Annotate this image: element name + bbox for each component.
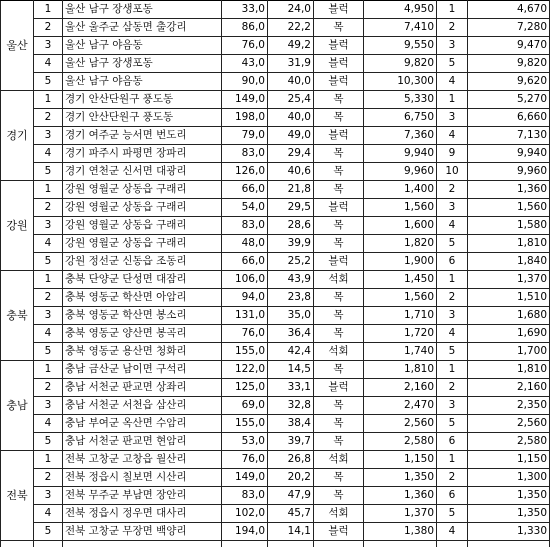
- cell-area: 86,0: [222, 19, 268, 37]
- cell-no: 3: [34, 217, 63, 235]
- cell-address: 경기 연천군 신서면 대광리: [63, 163, 222, 181]
- table-row: [1, 487, 550, 505]
- cell-structure: 목: [314, 289, 364, 307]
- cell-address: 경기 여주군 능서면 번도리: [63, 127, 222, 145]
- cell-area: 53,0: [222, 433, 268, 451]
- table-row: [1, 325, 550, 343]
- cell-structure: 목: [314, 19, 364, 37]
- empty-cell: [314, 541, 364, 547]
- cell-rank: 6: [437, 253, 468, 271]
- table-row: [1, 469, 550, 487]
- cell-ratio: 29,4: [268, 145, 314, 163]
- cell-final-price: 2,560: [468, 415, 550, 433]
- cell-structure: 목: [314, 181, 364, 199]
- table-row: [1, 163, 550, 181]
- cell-no: 5: [34, 343, 63, 361]
- cell-ratio: 40,0: [268, 73, 314, 91]
- cell-ratio: 33,1: [268, 379, 314, 397]
- cell-structure: 블럭: [314, 253, 364, 271]
- cell-address: 경기 안산단원구 풍도동: [63, 109, 222, 127]
- cell-no: 5: [34, 73, 63, 91]
- cell-ratio: 49,2: [268, 37, 314, 55]
- cell-price: 9,940: [364, 145, 437, 163]
- cell-address: 전북 정읍시 칠보면 시산리: [63, 469, 222, 487]
- cell-final-price: 2,580: [468, 433, 550, 451]
- cell-ratio: 25,4: [268, 91, 314, 109]
- cell-ratio: 21,8: [268, 181, 314, 199]
- cell-rank: 1: [437, 271, 468, 289]
- cell-area: 43,0: [222, 55, 268, 73]
- cell-no: 4: [34, 145, 63, 163]
- cell-no: 3: [34, 397, 63, 415]
- cell-ratio: 26,8: [268, 451, 314, 469]
- cell-rank: 2: [437, 379, 468, 397]
- cell-final-price: 1,580: [468, 217, 550, 235]
- cell-area: 155,0: [222, 415, 268, 433]
- cell-final-price: 4,670: [468, 1, 550, 19]
- cell-address: 전북 고창군 무장면 백양리: [63, 523, 222, 541]
- cell-address: 울산 남구 장생포동: [63, 55, 222, 73]
- table-row: [1, 181, 550, 199]
- cell-rank: 1: [437, 91, 468, 109]
- cell-area: 102,0: [222, 505, 268, 523]
- cell-no: 3: [34, 307, 63, 325]
- cell-ratio: 31,9: [268, 55, 314, 73]
- cell-no: 4: [34, 415, 63, 433]
- cell-area: 126,0: [222, 163, 268, 181]
- cell-rank: 4: [437, 325, 468, 343]
- cell-rank: 3: [437, 397, 468, 415]
- table-row: [1, 109, 550, 127]
- cell-price: 1,350: [364, 469, 437, 487]
- cell-ratio: 40,6: [268, 163, 314, 181]
- cell-area: 66,0: [222, 253, 268, 271]
- cell-structure: 목: [314, 307, 364, 325]
- cell-ratio: 40,0: [268, 109, 314, 127]
- cell-rank: 10: [437, 163, 468, 181]
- cell-area: 76,0: [222, 325, 268, 343]
- cell-rank: 2: [437, 289, 468, 307]
- table-row: [1, 271, 550, 289]
- cell-final-price: 1,370: [468, 271, 550, 289]
- cell-price: 2,470: [364, 397, 437, 415]
- cell-structure: 블럭: [314, 37, 364, 55]
- cell-price: 10,300: [364, 73, 437, 91]
- cell-address: 충남 서천군 판교면 상좌리: [63, 379, 222, 397]
- cell-area: 198,0: [222, 109, 268, 127]
- cell-ratio: 36,4: [268, 325, 314, 343]
- cell-no: 2: [34, 109, 63, 127]
- table-row: [1, 451, 550, 469]
- table-row-partial: [1, 541, 550, 547]
- cell-final-price: 7,280: [468, 19, 550, 37]
- cell-final-price: 9,470: [468, 37, 550, 55]
- empty-cell: [437, 541, 468, 547]
- cell-address: 강원 정선군 신동읍 조동리: [63, 253, 222, 271]
- table-row: [1, 145, 550, 163]
- cell-final-price: 1,810: [468, 235, 550, 253]
- cell-final-price: 9,620: [468, 73, 550, 91]
- cell-no: 2: [34, 19, 63, 37]
- region-label: 경기: [1, 91, 34, 181]
- cell-rank: 3: [437, 37, 468, 55]
- cell-rank: 6: [437, 433, 468, 451]
- cell-structure: 블럭: [314, 127, 364, 145]
- cell-final-price: 1,560: [468, 199, 550, 217]
- cell-price: 2,580: [364, 433, 437, 451]
- cell-no: 3: [34, 487, 63, 505]
- cell-area: 131,0: [222, 307, 268, 325]
- table-row: [1, 1, 550, 19]
- empty-cell: [268, 541, 314, 547]
- cell-final-price: 1,840: [468, 253, 550, 271]
- cell-structure: 목: [314, 415, 364, 433]
- cell-price: 1,150: [364, 451, 437, 469]
- cell-rank: 4: [437, 217, 468, 235]
- cell-address: 강원 영월군 상동읍 구래리: [63, 235, 222, 253]
- table-row: [1, 91, 550, 109]
- cell-final-price: 2,160: [468, 379, 550, 397]
- cell-ratio: 43,9: [268, 271, 314, 289]
- cell-structure: 목: [314, 325, 364, 343]
- cell-area: 122,0: [222, 361, 268, 379]
- cell-structure: 석회: [314, 343, 364, 361]
- table-row: [1, 235, 550, 253]
- cell-price: 1,720: [364, 325, 437, 343]
- cell-no: 3: [34, 37, 63, 55]
- cell-final-price: 1,810: [468, 361, 550, 379]
- cell-price: 6,750: [364, 109, 437, 127]
- cell-area: 83,0: [222, 145, 268, 163]
- cell-no: 5: [34, 523, 63, 541]
- table-row: [1, 505, 550, 523]
- cell-address: 전북 정읍시 정우면 대사리: [63, 505, 222, 523]
- cell-ratio: 14,5: [268, 361, 314, 379]
- cell-ratio: 42,4: [268, 343, 314, 361]
- table-body: [1, 1, 550, 547]
- cell-address: 충북 영동군 학산면 봉소리: [63, 307, 222, 325]
- cell-rank: 5: [437, 55, 468, 73]
- cell-ratio: 22,2: [268, 19, 314, 37]
- cell-price: 2,560: [364, 415, 437, 433]
- cell-area: 106,0: [222, 271, 268, 289]
- cell-rank: 2: [437, 181, 468, 199]
- cell-address: 강원 영월군 상동읍 구래리: [63, 199, 222, 217]
- cell-address: 울산 남구 야음동: [63, 37, 222, 55]
- cell-area: 83,0: [222, 487, 268, 505]
- table-row: [1, 523, 550, 541]
- cell-rank: 2: [437, 19, 468, 37]
- cell-price: 4,950: [364, 1, 437, 19]
- cell-price: 1,560: [364, 199, 437, 217]
- cell-ratio: 24,0: [268, 1, 314, 19]
- cell-price: 9,550: [364, 37, 437, 55]
- table-row: [1, 307, 550, 325]
- cell-area: 90,0: [222, 73, 268, 91]
- cell-address: 충남 금산군 남이면 구석리: [63, 361, 222, 379]
- cell-no: 2: [34, 289, 63, 307]
- cell-price: 1,360: [364, 487, 437, 505]
- cell-rank: 1: [437, 361, 468, 379]
- region-label: 전북: [1, 451, 34, 541]
- cell-structure: 블럭: [314, 379, 364, 397]
- cell-structure: 목: [314, 235, 364, 253]
- cell-address: 경기 파주시 파평면 장파리: [63, 145, 222, 163]
- cell-price: 1,370: [364, 505, 437, 523]
- cell-address: 강원 영월군 상동읍 구래리: [63, 217, 222, 235]
- cell-address: 충북 영동군 양산면 봉곡리: [63, 325, 222, 343]
- cell-final-price: 9,820: [468, 55, 550, 73]
- cell-ratio: 45,7: [268, 505, 314, 523]
- cell-no: 1: [34, 181, 63, 199]
- cell-final-price: 1,300: [468, 469, 550, 487]
- cell-final-price: 9,940: [468, 145, 550, 163]
- cell-ratio: 47,9: [268, 487, 314, 505]
- cell-rank: 5: [437, 235, 468, 253]
- cell-structure: 목: [314, 433, 364, 451]
- cell-address: 울산 울주군 삼동면 출강리: [63, 19, 222, 37]
- cell-structure: 블럭: [314, 199, 364, 217]
- cell-final-price: 2,350: [468, 397, 550, 415]
- cell-no: 4: [34, 505, 63, 523]
- table-row: [1, 37, 550, 55]
- region-label: 충북: [1, 271, 34, 361]
- cell-final-price: 1,510: [468, 289, 550, 307]
- cell-final-price: 1,330: [468, 523, 550, 541]
- table-row: [1, 199, 550, 217]
- cell-rank: 2: [437, 469, 468, 487]
- cell-rank: 6: [437, 487, 468, 505]
- cell-price: 1,560: [364, 289, 437, 307]
- cell-rank: 5: [437, 505, 468, 523]
- cell-ratio: 28,6: [268, 217, 314, 235]
- cell-structure: 목: [314, 469, 364, 487]
- cell-address: 강원 영월군 상동읍 구래리: [63, 181, 222, 199]
- cell-no: 1: [34, 91, 63, 109]
- cell-no: 1: [34, 1, 63, 19]
- cell-ratio: 38,4: [268, 415, 314, 433]
- empty-cell: [364, 541, 437, 547]
- cell-no: 3: [34, 127, 63, 145]
- cell-final-price: 9,960: [468, 163, 550, 181]
- cell-structure: 석회: [314, 505, 364, 523]
- cell-no: 1: [34, 451, 63, 469]
- cell-rank: 4: [437, 73, 468, 91]
- table-row: [1, 73, 550, 91]
- cell-area: 76,0: [222, 451, 268, 469]
- cell-address: 충남 부여군 옥산면 수암리: [63, 415, 222, 433]
- cell-structure: 블럭: [314, 73, 364, 91]
- cell-structure: 목: [314, 217, 364, 235]
- cell-no: 5: [34, 253, 63, 271]
- cell-ratio: 29,5: [268, 199, 314, 217]
- cell-structure: 석회: [314, 451, 364, 469]
- empty-cell: [63, 541, 222, 547]
- cell-structure: 목: [314, 109, 364, 127]
- cell-structure: 석회: [314, 271, 364, 289]
- region-label: 울산: [1, 1, 34, 91]
- empty-cell: [34, 541, 63, 547]
- cell-no: 4: [34, 55, 63, 73]
- cell-rank: 5: [437, 415, 468, 433]
- cell-final-price: 1,690: [468, 325, 550, 343]
- cell-structure: 목: [314, 163, 364, 181]
- table-row: [1, 127, 550, 145]
- cell-address: 경기 안산단원구 풍도동: [63, 91, 222, 109]
- cell-no: 2: [34, 199, 63, 217]
- cell-area: 76,0: [222, 37, 268, 55]
- cell-final-price: 1,350: [468, 505, 550, 523]
- cell-no: 1: [34, 361, 63, 379]
- cell-final-price: 1,680: [468, 307, 550, 325]
- cell-address: 울산 남구 야음동: [63, 73, 222, 91]
- cell-final-price: 7,130: [468, 127, 550, 145]
- cell-no: 1: [34, 271, 63, 289]
- cell-rank: 3: [437, 199, 468, 217]
- cell-address: 전북 고창군 고창읍 월산리: [63, 451, 222, 469]
- cell-ratio: 14,1: [268, 523, 314, 541]
- cell-area: 66,0: [222, 181, 268, 199]
- cell-structure: 블럭: [314, 55, 364, 73]
- cell-area: 155,0: [222, 343, 268, 361]
- cell-ratio: 32,8: [268, 397, 314, 415]
- cell-address: 충남 서천군 서천읍 삼산리: [63, 397, 222, 415]
- cell-area: 48,0: [222, 235, 268, 253]
- cell-no: 2: [34, 379, 63, 397]
- cell-area: 83,0: [222, 217, 268, 235]
- cell-price: 2,160: [364, 379, 437, 397]
- cell-rank: 4: [437, 523, 468, 541]
- table-row: [1, 379, 550, 397]
- cell-ratio: 39,7: [268, 433, 314, 451]
- cell-final-price: 1,350: [468, 487, 550, 505]
- cell-structure: 블럭: [314, 1, 364, 19]
- cell-final-price: 1,150: [468, 451, 550, 469]
- cell-ratio: 35,0: [268, 307, 314, 325]
- table-row: [1, 253, 550, 271]
- cell-price: 1,710: [364, 307, 437, 325]
- table-row: [1, 415, 550, 433]
- cell-price: 1,400: [364, 181, 437, 199]
- region-label: 충남: [1, 361, 34, 451]
- cell-area: 194,0: [222, 523, 268, 541]
- cell-no: 5: [34, 163, 63, 181]
- cell-address: 충북 영동군 학산면 아암리: [63, 289, 222, 307]
- cell-final-price: 1,360: [468, 181, 550, 199]
- cell-area: 149,0: [222, 91, 268, 109]
- cell-area: 69,0: [222, 397, 268, 415]
- cell-structure: 목: [314, 145, 364, 163]
- cell-ratio: 39,9: [268, 235, 314, 253]
- cell-address: 충북 영동군 용산면 청화리: [63, 343, 222, 361]
- cell-rank: 5: [437, 343, 468, 361]
- cell-final-price: 5,270: [468, 91, 550, 109]
- cell-no: 5: [34, 433, 63, 451]
- cell-address: 충북 단양군 단성면 대잠리: [63, 271, 222, 289]
- table-row: [1, 217, 550, 235]
- cell-price: 1,740: [364, 343, 437, 361]
- cell-final-price: 6,660: [468, 109, 550, 127]
- cell-ratio: 49,0: [268, 127, 314, 145]
- cell-price: 1,810: [364, 361, 437, 379]
- cell-price: 9,960: [364, 163, 437, 181]
- cell-structure: 목: [314, 361, 364, 379]
- cell-price: 5,330: [364, 91, 437, 109]
- cell-area: 33,0: [222, 1, 268, 19]
- table-row: [1, 343, 550, 361]
- cell-final-price: 1,700: [468, 343, 550, 361]
- table-row: [1, 19, 550, 37]
- cell-structure: 목: [314, 397, 364, 415]
- cell-no: 2: [34, 469, 63, 487]
- cell-price: 1,450: [364, 271, 437, 289]
- cell-rank: 1: [437, 451, 468, 469]
- empty-cell: [468, 541, 550, 547]
- cell-structure: 블럭: [314, 523, 364, 541]
- cell-address: 전북 무주군 부남면 장안리: [63, 487, 222, 505]
- cell-rank: 3: [437, 109, 468, 127]
- cell-area: 149,0: [222, 469, 268, 487]
- cell-price: 1,380: [364, 523, 437, 541]
- table-row: [1, 361, 550, 379]
- cell-rank: 3: [437, 307, 468, 325]
- table-row: [1, 433, 550, 451]
- cell-address: 충남 서천군 판교면 현암리: [63, 433, 222, 451]
- cell-price: 1,820: [364, 235, 437, 253]
- cell-rank: 4: [437, 127, 468, 145]
- cell-address: 울산 남구 장생포동: [63, 1, 222, 19]
- cell-price: 7,410: [364, 19, 437, 37]
- cell-area: 94,0: [222, 289, 268, 307]
- cell-rank: 9: [437, 145, 468, 163]
- table-row: [1, 55, 550, 73]
- cell-ratio: 20,2: [268, 469, 314, 487]
- cell-price: 9,820: [364, 55, 437, 73]
- cell-price: 1,600: [364, 217, 437, 235]
- cell-price: 7,360: [364, 127, 437, 145]
- cell-area: 125,0: [222, 379, 268, 397]
- cell-rank: 1: [437, 1, 468, 19]
- table-row: [1, 289, 550, 307]
- table-row: [1, 397, 550, 415]
- cell-ratio: 23,8: [268, 289, 314, 307]
- cell-ratio: 25,2: [268, 253, 314, 271]
- region-label: 강원: [1, 181, 34, 271]
- cell-no: 4: [34, 325, 63, 343]
- cell-structure: 목: [314, 91, 364, 109]
- empty-cell: [1, 541, 34, 547]
- cell-structure: 목: [314, 487, 364, 505]
- empty-cell: [222, 541, 268, 547]
- cell-no: 4: [34, 235, 63, 253]
- cell-area: 54,0: [222, 199, 268, 217]
- cell-price: 1,900: [364, 253, 437, 271]
- cell-area: 79,0: [222, 127, 268, 145]
